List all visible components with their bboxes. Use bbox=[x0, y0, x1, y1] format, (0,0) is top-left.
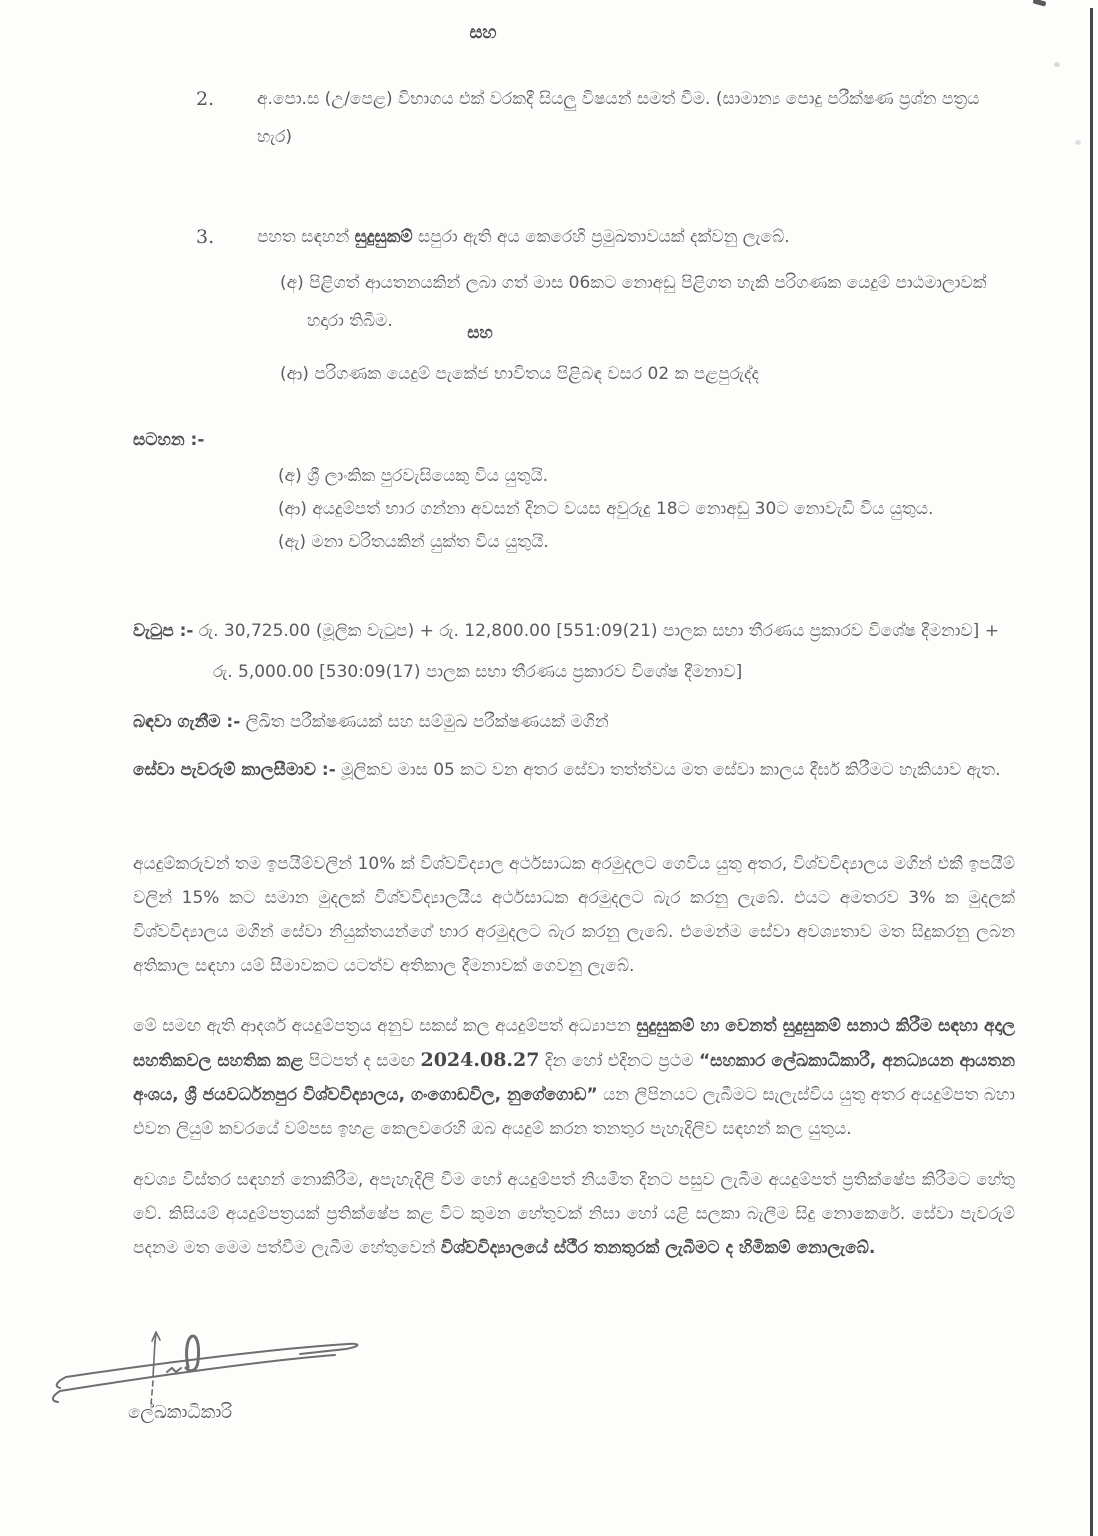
salary-text: රු. 30,725.00 (මූලික වැටුප) + රු. 12,800.00 [551:09(21) පාලක සභා තීරණය ප්‍රකාරව විශේෂ දීමනාව] + රු. 5,000.00 [530:09(17) පාලක සභා තීරණය ප්‍රකාරව විශේෂ දීමනාව] bbox=[198, 621, 999, 682]
item-3-sub-aa-text: (ආ) පරිගණක යෙදුම් පැකේජ භාවිතය පිළිබඳ වසර 02 ක පළපුරුද්ද bbox=[280, 364, 760, 384]
application-text-bold: සුදුසුකම් හා වෙනත් සුදුසුකම් සනාථ කිරීම සඳහා අදාල සහතිකවල සහතික කළ bbox=[133, 1016, 1015, 1071]
item-3-text-bold: සුදුසුකම් bbox=[354, 227, 413, 247]
top-conjunction-text: සහ bbox=[469, 22, 497, 43]
application-text-part: යන ලිපිනයට ලැබීමට සැලැස්විය යුතු අතර අයදුම්පත බහා එවන ලියුම් කවරයේ වම්පස ඉහළ කෙලවරෙහි ඔබ අයදුම් කරන තනතුර පැහැදිලිව සඳහන් කල යුතුය. bbox=[133, 1085, 1015, 1139]
notes-list bbox=[278, 460, 1026, 559]
application-text-part: පිටපත් ද සමඟ bbox=[303, 1051, 421, 1071]
note-item-ae: (ඇ) මනා චරිතයකින් යුක්ත විය යුතුයි. bbox=[278, 532, 549, 552]
paragraph-provident-fund: අයදුම්කරුවන් තම ඉපයීම්වලින් 10% ක් විශ්වවිද්‍යාල අර්ථසාධක අරමුදලට ගෙවිය යුතු අතර, විශ්වවිද්‍යාලය මගින් එකී ඉපයීම් වලින් 15% කට සමාන මුදලක් විශ්වවිද්‍යාලයීය අර්ථසාධක අරමුදලට බැර කරනු ලැබේ. එයට අමතරව 3% ක මුදලක් විශ්වවිද්‍යාලය මගින් සේවා නියුක්තයන්ගේ භාර අරමුදලට බැර කරනු ලැබේ. එමෙන්ම සේවා අවශ්‍යතාව මත සිදුකරනු ලබන අතිකාල සඳහා යම් සීමාවකට යටත්ව අතිකාල දීමනාවක් ගෙවනු ලැබේ. bbox=[133, 854, 1015, 976]
application-text-part: දින හෝ එදිනට ප්‍රථම bbox=[539, 1051, 699, 1071]
paragraph-rejection bbox=[133, 1163, 1015, 1265]
salary-label: වැටුප :- bbox=[133, 621, 194, 641]
list-item-2 bbox=[196, 80, 1012, 156]
scan-corner-mark bbox=[1033, 0, 1047, 7]
rejection-text-bold: විශ්වවිද්‍යාලයේ ස්ථීර තනතුරක් ලැබීමට ද හිමිකම් නොලැබේ. bbox=[440, 1238, 876, 1258]
salary-section bbox=[133, 611, 1019, 693]
assignment-period-text: මූලිකව මාස 05 කට වන අතර සේවා තත්ත්වය මත සේවා කාලය දීර්ඝ කිරීමට හැකියාව ඇත. bbox=[341, 760, 1001, 780]
closing-date: 2024.08.27 bbox=[420, 1049, 540, 1071]
note-item-aa: (ආ) අයදුම්පත් භාර ගන්නා අවසන් දිනට වයස අවුරුදු 18ට නොඅඩු 30ට නොවැඩි විය යුතුය. bbox=[278, 499, 934, 519]
recruitment-section bbox=[133, 705, 1019, 739]
paragraph-application-submission bbox=[133, 1009, 1015, 1146]
item-3-text-part: පහත සඳහන් bbox=[257, 227, 355, 247]
notes-heading: සටහන :- bbox=[133, 430, 205, 450]
item-2-text: අ.පො.ස (උ/පෙළ) විභාගය එක් වරකදී සියලු විෂයන් සමත් වීම. (සාමාන්‍ය පොදු පරීක්ෂණ ප්‍රශ්න පත්‍රය හැර) bbox=[257, 89, 980, 147]
postal-address: “සහකාර ලේඛකාධිකාරී, අනධ්‍යයන ආයතන අංශය, ශ්‍රී ජයවර්ධනපුර විශ්වවිද්‍යාලය, ගංගොඩවිල, නුගේගොඩ” bbox=[133, 1051, 1016, 1105]
assignment-period-label: සේවා පැවරුම් කාලසීමාව :- bbox=[133, 760, 336, 780]
scan-edge-line bbox=[1090, 8, 1093, 1536]
recruitment-label: බඳවා ගැනීම :- bbox=[133, 712, 241, 732]
item-3-number: 3. bbox=[196, 226, 215, 248]
item-3-text-part: සපුරා ඇති අය කෙරෙහි ප්‍රමුඛතාවයක් දක්වනු ලැබේ. bbox=[412, 227, 790, 247]
assignment-period-section bbox=[133, 752, 1019, 788]
signatory-title: ලේඛකාධිකාරි bbox=[128, 1402, 233, 1423]
signature-scribble bbox=[50, 1315, 430, 1415]
rejection-text-part: අවශ්‍ය විස්තර සඳහන් නොකිරීම, අපැහැදිලි වීම හෝ අයදුම්පත් නියමිත දිනට පසුව ලැබීම අයදුම්පත් ප්‍රතික්ෂේප කිරීමට හේතු වේ. කිසියම් අයදුම්පත්‍රයක් ප්‍රතික්ෂේප කළ විට කුමන හේතුවක් නිසා හෝ යළි සලකා බැලීම සිදු නොකෙරේ. සේවා පැවරුම් පදනම මත මෙම පත්වීම ලැබීම හේතුවෙන් bbox=[133, 1170, 1015, 1258]
item-2-number: 2. bbox=[196, 88, 215, 110]
recruitment-text: ලිඛිත පරීක්ෂණයක් සහ සම්මුඛ පරීක්ෂණයක් මගින් bbox=[245, 712, 609, 732]
item-3-text bbox=[257, 218, 1012, 256]
list-item-3 bbox=[196, 218, 1012, 256]
scan-speck bbox=[1054, 62, 1060, 67]
scan-speck bbox=[1075, 140, 1081, 145]
item-3-sub-a-text: (අ) පිළිගත් ආයතනයකින් ලබා ගත් මාස 06කට නොඅඩු පිළිගත හැකි පරිගණක යෙදුම් පාඨමාලාවක් හදාරා තිබීම. bbox=[280, 273, 987, 331]
application-text-part: මේ සමඟ ඇති ආදර්ශ අයදුම්පත්‍රය අනුව සකස් කල අයදුම්පත් අධ්‍යාපන bbox=[133, 1016, 637, 1036]
mid-conjunction-text: සහ bbox=[467, 323, 493, 343]
note-item-a: (අ) ශ්‍රී ලාංකික පුරවැසියෙකු විය යුතුයි. bbox=[278, 466, 549, 486]
